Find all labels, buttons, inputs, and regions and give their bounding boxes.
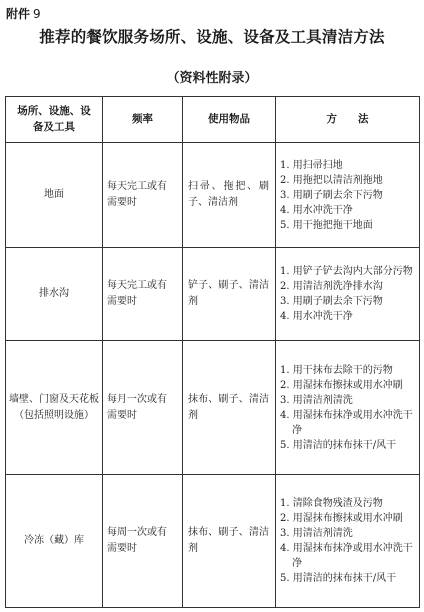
method-step: 2. 用湿抹布擦抹或用水冲刷 [280,513,403,524]
annex-label-text: 附件 [6,7,31,21]
cell-method [276,248,420,341]
method-step: 2. 用清洁剂洗净排水沟 [280,281,383,292]
method-steps [280,158,415,233]
cell-items: 抹布、刷子、清洁剂 [183,475,276,608]
method-step: 1. 用扫帚扫地 [280,159,343,171]
method-step: 3. 用清洁剂清洗 [280,394,353,406]
cleaning-methods-table [5,96,420,608]
cell-items: 铲子、刷子、清洁剂 [183,248,276,341]
method-step: 3. 用清洁剂清洗 [280,528,353,539]
table-header-row [6,97,420,143]
table-row [6,143,420,248]
method-step: 5. 用干拖把拖干地面 [280,219,373,231]
method-step: 2. 用拖把以清洁剂拖地 [280,174,383,186]
method-step: 1. 清除食物残渣及污物 [280,498,383,509]
header-method: 方 法 [276,97,420,143]
annex-number: 9 [33,7,41,21]
table-row [6,341,420,475]
method-step: 1. 用铲子铲去沟内大部分污物 [280,266,413,277]
annex-label [6,5,41,22]
method-step: 3. 用刷子刷去余下污物 [280,189,383,201]
page-subtitle: （资料性附录） [166,71,258,86]
method-step: 3. 用刷子刷去余下污物 [280,296,383,307]
header-area: 场所、设施、设备及工具 [6,97,103,143]
cell-area: 冷冻（藏）库 [6,475,103,608]
cell-area: 排水沟 [6,248,103,341]
method-step: 5. 用清洁的抹布抹干/风干 [280,439,397,451]
method-step: 2. 用湿抹布擦抹或用水冲刷 [280,379,403,391]
cell-frequency: 每月一次或有需要时 [103,341,183,475]
cell-method [276,475,420,608]
method-step: 5. 用清洁的抹布抹干/风干 [280,573,397,584]
cell-method [276,143,420,248]
header-frequency: 频率 [103,97,183,143]
cell-items: 扫帚、拖把、刷子、清洁剂 [183,143,276,248]
cell-frequency: 每周一次或有需要时 [103,475,183,608]
page-title: 推荐的餐饮服务场所、设施、设备及工具清洁方法 [39,27,385,46]
cell-area: 地面 [6,143,103,248]
cell-items: 抹布、刷子、清洁剂 [183,341,276,475]
cell-area: 墙壁、门窗及天花板（包括照明设施） [6,341,103,475]
cell-method [276,341,420,475]
method-step: 1. 用干抹布去除干的污物 [280,364,393,376]
table-row [6,248,420,341]
method-step: 4. 用湿抹布抹净或用水冲洗干净 [280,543,413,569]
cell-frequency: 每天完工或有需要时 [103,248,183,341]
method-steps [280,496,415,586]
method-step: 4. 用水冲洗干净 [280,204,353,216]
header-items: 使用物品 [183,97,276,143]
method-steps [280,264,415,324]
table-row [6,475,420,608]
method-steps [280,363,415,453]
method-step: 4. 用水冲洗干净 [280,311,353,322]
cell-frequency: 每天完工或有需要时 [103,143,183,248]
method-step: 4. 用湿抹布抹净或用水冲洗干净 [280,409,413,436]
